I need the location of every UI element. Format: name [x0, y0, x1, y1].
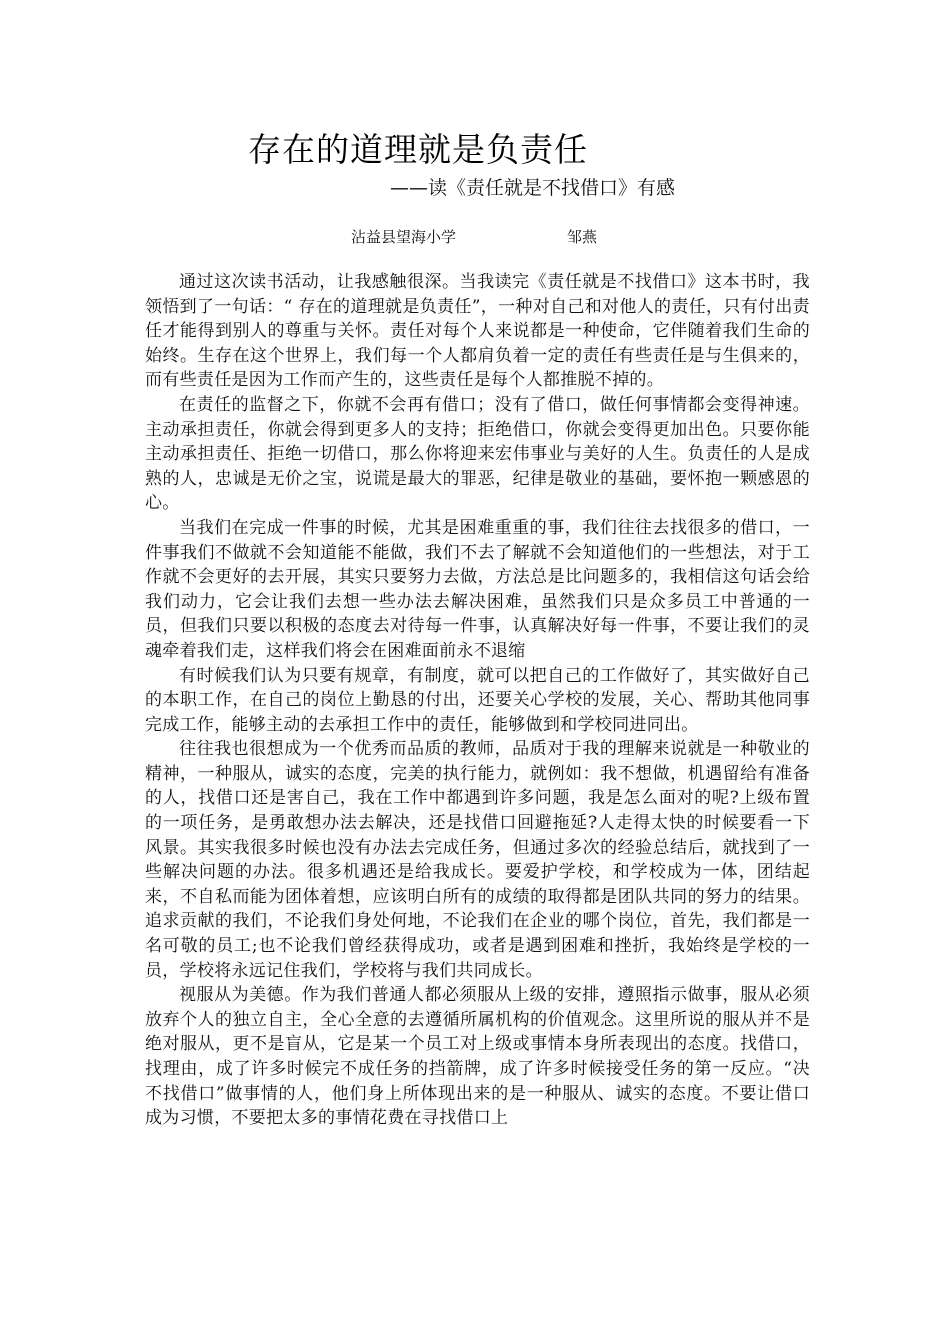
paragraph: 有时候我们认为只要有规章，有制度，就可以把自己的工作做好了，其实做好自己的本职工作，在自己的岗位上勤恳的付出，还要关心学校的发展，关心、帮助其他同事完成工作，能够主动的去承担工作中的责任，能够做到和学校同进同出。: [145, 665, 810, 735]
author-name: 邹燕: [567, 228, 598, 246]
school-name: 沾益县望海小学: [351, 228, 457, 246]
article-body: [145, 270, 810, 1131]
paragraph: 往往我也很想成为一个优秀而品质的教师，品质对于我的理解来说就是一种敬业的精神，一种服从，诚实的态度，完美的执行能力，就例如：我不想做，机遇留给有准备的人，找借口还是害自己，我在工作中都遇到许多问题，我是怎么面对的呢?上级布置的一项任务，是勇敢想办法去解决，还是找借口回避拖延?人走得太快的时候要看一下风景。其实我很多时候也没有办法去完成任务，但通过多次的经验总结后，就找到了一些解决问题的办法。很多机遇还是给我成长。要爱护学校，和学校成为一体，团结起来，不自私而能为团体着想，应该明白所有的成绩的取得都是团队共同的努力的结果。追求贡献的我们，不论我们身处何地，不论我们在企业的哪个岗位，首先，我们都是一名可敬的员工;也不论我们曾经获得成功，或者是遇到困难和挫折，我始终是学校的一员，学校将永远记住我们，学校将与我们共同成长。: [145, 739, 810, 981]
paragraph: 通过这次读书活动，让我感触很深。当我读完《责任就是不找借口》这本书时，我领悟到了一句话：“ 存在的道理就是负责任”，一种对自己和对他人的责任，只有付出责任才能得到别人的尊重与关怀。责任对每个人来说都是一种使命，它伴随着我们生命的始终。生存在这个世界上，我们每一个人都肩负着一定的责任有些责任是与生俱来的，而有些责任是因为工作而产生的，这些责任是每个人都推脱不掉的。: [145, 272, 810, 391]
document-subtitle: ——读《责任就是不找借口》有感: [390, 177, 676, 199]
document-title: 存在的道理就是负责任: [248, 130, 588, 169]
paragraph: 当我们在完成一件事的时候，尤其是困难重重的事，我们往往去找很多的借口，一件事我们不做就不会知道能不能做，我们不去了解就不会知道他们的一些想法，对于工作就不会更好的去开展，其实只要努力去做，方法总是比问题多的，我相信这句话会给我们动力，它会让我们去想一些办法去解决困难，虽然我们只是众多员工中普通的一员，但我们只要以积极的态度去对待每一件事，认真解决好每一件事，不要让我们的灵魂牵着我们走，这样我们将会在困难面前永不退缩: [145, 517, 810, 661]
paragraph: 在责任的监督之下，你就不会再有借口；没有了借口，做任何事情都会变得神速。主动承担责任，你就会得到更多人的支持；拒绝借口，你就会变得更加出色。只要你能主动承担责任、拒绝一切借口，那么你将迎来宏伟事业与美好的人生。负责任的人是成熟的人，忠诚是无价之宝，说谎是最大的罪恶，纪律是敬业的基础，要怀抱一颗感恩的心。: [145, 394, 810, 514]
paragraph: 视服从为美德。作为我们普通人都必须服从上级的安排，遵照指示做事，服从必须放弃个人的独立自主，全心全意的去遵循所属机构的价值观念。这里所说的服从并不是绝对服从，更不是盲从，它是某一个员工对上级或事情本身所表现出的态度。找借口，找理由，成了许多时候完不成任务的挡箭牌，成了许多时候接受任务的第一反应。“决不找借口”做事情的人，他们身上所体现出来的是一种服从、诚实的态度。不要让借口成为习惯，不要把太多的事情花费在寻找借口上: [145, 985, 810, 1129]
